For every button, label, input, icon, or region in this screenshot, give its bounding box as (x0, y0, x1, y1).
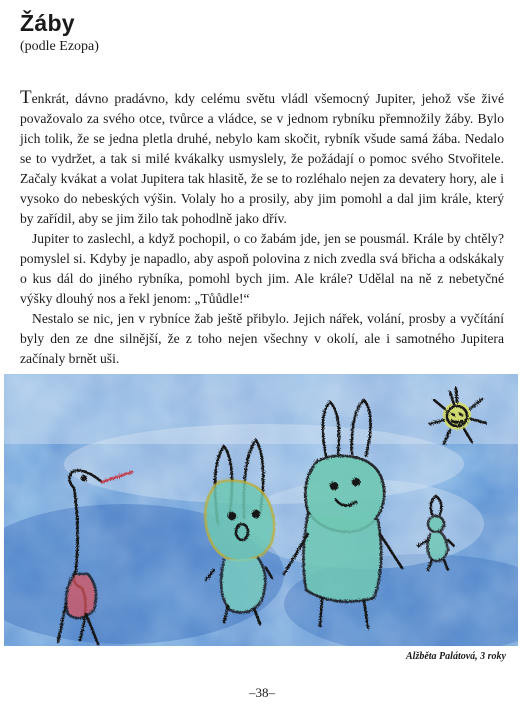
paragraph-2: Jupiter to zaslechl, a když pochopil, o co žabám jde, jen se pousmál. Krále by chtěly? pomyslel si. Kdyby je napadlo, aby aspoň polovina z nich zvedla svá břicha a odskákaly o kus dál do jiného rybníka, pomohl bych jim. Ale krále? Udělal na ně z nebetyčné výšky dlouhý nos a řekl jenom: „Tůůdle!“ (20, 231, 504, 306)
page-subtitle: (podle Ezopa) (20, 39, 99, 54)
page-number: –38– (249, 685, 275, 700)
paragraph-3: Nestalo se nic, jen v rybníce žab ještě přibylo. Jejich nářek, volání, prosby a vyčítání byly den ze dne silnější, že z toho nejen všechny v okolí, ale i samotného Jupitera začínaly brnět uši. (20, 311, 504, 366)
illustration-caption: Alžběta Palátová, 3 roky (406, 651, 506, 662)
page-title: Žáby (20, 10, 75, 36)
child-illustration (4, 374, 518, 646)
paragraph-1: Tenkrát, dávno pradávno, kdy celému světu vládl všemocný Jupiter, jehož vše živé považovalo za svého otce, tvůrce a vládce, se v jednom rybníku přemnožily žáby. Bylo jich tolik, že se jedna pletla druhé, nebylo kam skočit, rybník všude samá žába. Nedalo se to vydržet, a tak si milé kvákalky usmyslely, že požádají o pomoc svého Stvořitele. Začaly kvákat a volat Jupitera tak hlasitě, že se to rozléhalo nejen za devatery hory, ale i vysoko do nebeských výšin. Volaly ho a prosily, aby jim pomohl a dal jim krále, který by zařídil, aby se jim žilo tak pohodlně jako dřív. (20, 87, 504, 226)
story-text (20, 88, 504, 369)
